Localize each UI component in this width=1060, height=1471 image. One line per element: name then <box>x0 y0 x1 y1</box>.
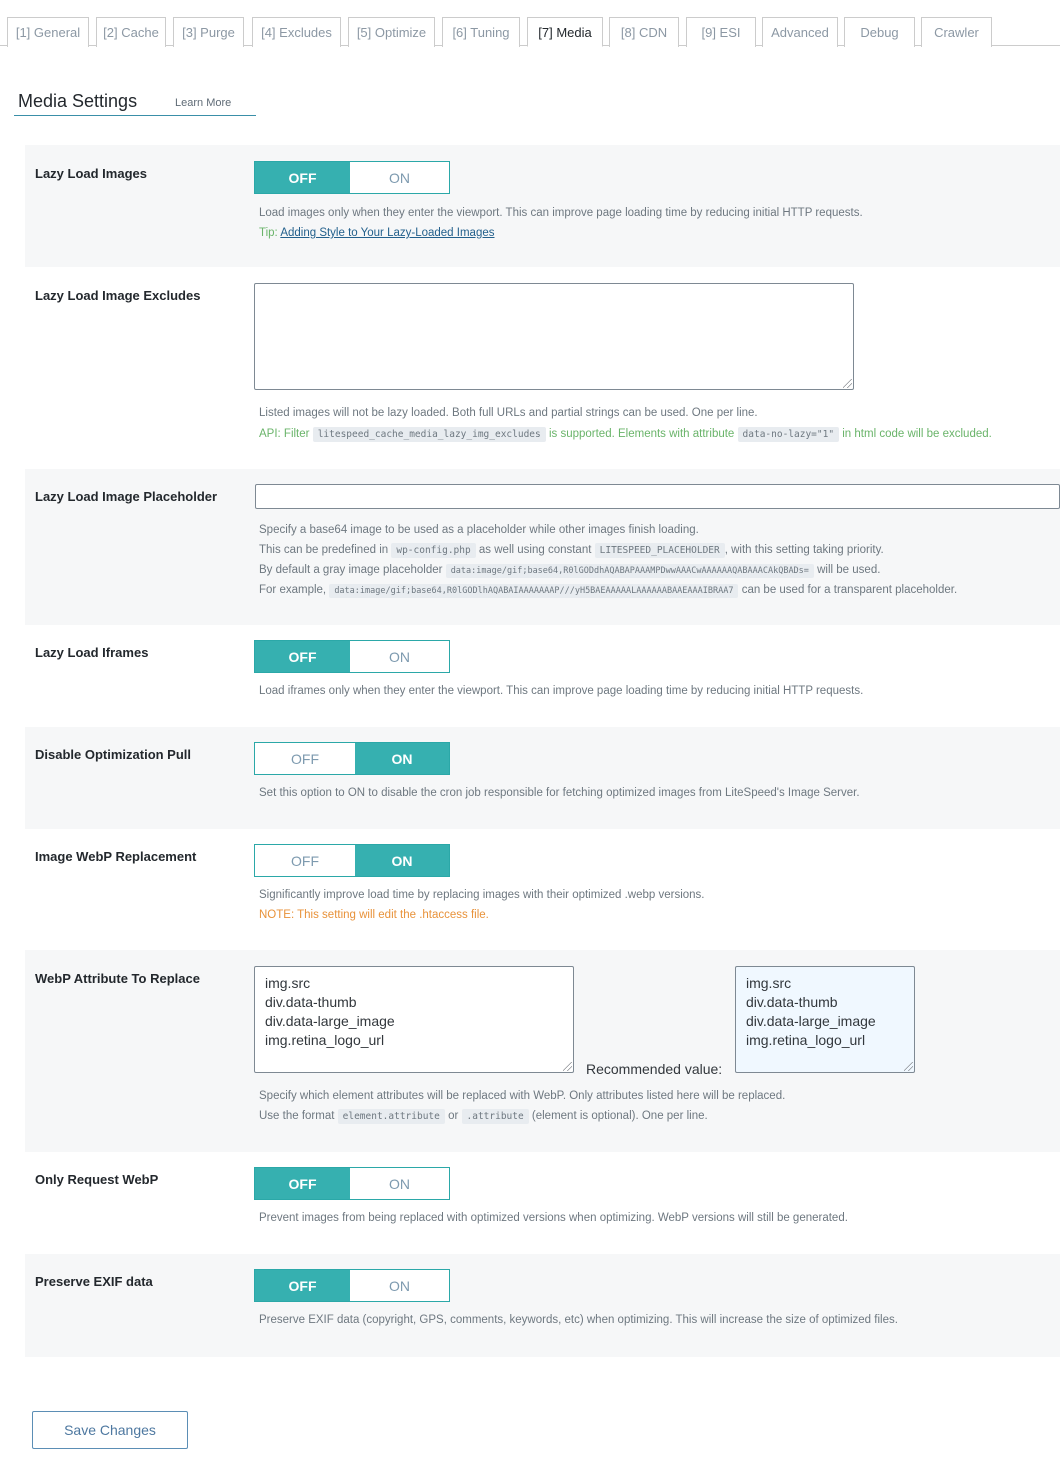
setting-description: Set this option to ON to disable the cron job responsible for fetching optimized images from LiteSpeed's Image Server. <box>259 787 860 799</box>
webp-attribute-textarea[interactable]: img.src div.data-thumb div.data-large_image img.retina_logo_url <box>254 966 574 1073</box>
lazy-load-images-toggle[interactable] <box>254 161 450 194</box>
setting-description: Significantly improve load time by replacing images with their optimized .webp versions. <box>259 889 705 901</box>
toggle-off-option[interactable]: OFF <box>255 1168 350 1199</box>
setting-label: Preserve EXIF data <box>35 1274 153 1289</box>
setting-label: WebP Attribute To Replace <box>35 971 200 986</box>
toggle-on-option[interactable]: ON <box>350 1168 449 1199</box>
setting-image-webp-replacement <box>25 829 1060 950</box>
preserve-exif-toggle[interactable] <box>254 1269 450 1302</box>
setting-label: Only Request WebP <box>35 1172 159 1187</box>
toggle-off-option[interactable]: OFF <box>255 1270 350 1301</box>
setting-description: Load iframes only when they enter the viewport. This can improve page loading time by reducing initial HTTP requests. <box>259 685 864 697</box>
setting-webp-attribute <box>25 950 1060 1152</box>
tip-link[interactable]: Adding Style to Your Lazy-Loaded Images <box>280 227 495 239</box>
setting-lazy-load-images <box>25 145 1060 267</box>
setting-description: For example, data:image/gif;base64,R0lGODlhAQABAIAAAAAAAP///yH5BAEAAAAALAAAAAABAAEAAAIBRAA7 can be used for a transparent placeholder. <box>259 584 958 596</box>
save-changes-button[interactable]: Save Changes <box>32 1411 188 1449</box>
toggle-on-option[interactable]: ON <box>350 641 449 672</box>
lazy-load-excludes-textarea[interactable] <box>254 283 854 390</box>
resize-grip-icon <box>904 1062 913 1071</box>
setting-tip: Tip: Adding Style to Your Lazy-Loaded Images <box>259 227 495 239</box>
tab-excludes[interactable]: [4] Excludes <box>252 17 341 47</box>
setting-label: Disable Optimization Pull <box>35 747 192 762</box>
only-request-webp-toggle[interactable] <box>254 1167 450 1200</box>
page-title: Media Settings <box>18 91 138 111</box>
setting-description: Specify a base64 image to be used as a placeholder while other images finish loading. <box>259 524 699 536</box>
setting-label: Image WebP Replacement <box>35 849 197 864</box>
placeholder-input[interactable] <box>255 484 1060 509</box>
recommended-value-textarea: img.src div.data-thumb div.data-large_image img.retina_logo_url <box>735 966 915 1073</box>
tab-advanced[interactable]: Advanced <box>762 17 838 47</box>
lazy-load-iframes-toggle[interactable] <box>254 640 450 673</box>
toggle-off-option[interactable]: OFF <box>255 162 350 193</box>
tab-crawler[interactable]: Crawler <box>921 17 992 47</box>
setting-label: Lazy Load Iframes <box>35 645 149 660</box>
setting-description: Load images only when they enter the viewport. This can improve page loading time by reducing initial HTTP requests. <box>259 207 863 219</box>
toggle-on-option[interactable]: ON <box>355 743 449 774</box>
setting-label: Lazy Load Image Placeholder <box>35 489 218 504</box>
setting-description: Prevent images from being replaced with optimized versions when optimizing. WebP versions will still be generated. <box>259 1212 848 1224</box>
tab-optimize[interactable]: [5] Optimize <box>348 17 435 47</box>
setting-description: By default a gray image placeholder data:image/gif;base64,R0lGODdhAQABAPAAAMPDwwAAACwAAAAAAQABAAACAkQBADs= will be used. <box>259 564 881 576</box>
resize-grip-icon[interactable] <box>563 1062 572 1071</box>
section-heading <box>14 88 256 116</box>
tab-debug[interactable]: Debug <box>844 17 915 47</box>
learn-more-link[interactable]: Learn More <box>175 97 232 109</box>
tab-general[interactable]: [1] General <box>7 17 89 47</box>
setting-description: Preserve EXIF data (copyright, GPS, comments, keywords, etc) when optimizing. This will increase the size of optimized files. <box>259 1314 898 1326</box>
tab-esi[interactable]: [9] ESI <box>686 17 756 47</box>
tab-tuning[interactable]: [6] Tuning <box>442 17 520 47</box>
setting-description: Specify which element attributes will be replaced with WebP. Only attributes listed here will be replaced. <box>259 1090 786 1102</box>
setting-label: Lazy Load Images <box>35 166 147 181</box>
toggle-off-option[interactable]: OFF <box>255 641 350 672</box>
tab-media[interactable]: [7] Media <box>527 17 603 47</box>
toggle-on-option[interactable]: ON <box>355 845 449 876</box>
resize-grip-icon[interactable] <box>843 379 852 388</box>
settings-tabs <box>0 0 1060 46</box>
toggle-on-option[interactable]: ON <box>350 162 449 193</box>
setting-description: This can be predefined in wp-config.php as well using constant LITESPEED_PLACEHOLDER , with this setting taking priority. <box>259 544 884 556</box>
setting-lazy-load-excludes <box>25 267 1060 469</box>
tab-cdn[interactable]: [8] CDN <box>609 17 679 47</box>
disable-optimization-pull-toggle[interactable] <box>254 742 450 775</box>
setting-disable-optimization-pull <box>25 727 1060 829</box>
setting-only-request-webp <box>25 1152 1060 1254</box>
setting-note: NOTE: This setting will edit the .htaccess file. <box>259 909 489 921</box>
tab-purge[interactable]: [3] Purge <box>173 17 244 47</box>
image-webp-replacement-toggle[interactable] <box>254 844 450 877</box>
setting-label: Lazy Load Image Excludes <box>35 288 201 303</box>
setting-lazy-load-placeholder <box>25 469 1060 625</box>
setting-description: Listed images will not be lazy loaded. Both full URLs and partial strings can be used. One per line. <box>259 407 758 419</box>
setting-api-note: API: Filter litespeed_cache_media_lazy_img_excludes is supported. Elements with attribute data-no-lazy="1" in html code will be excluded. <box>259 428 992 440</box>
recommended-label: Recommended value: <box>586 1061 723 1077</box>
setting-description: Use the format element.attribute or .attribute (element is optional). One per line. <box>259 1110 708 1122</box>
toggle-on-option[interactable]: ON <box>350 1270 449 1301</box>
toggle-off-option[interactable]: OFF <box>255 845 355 876</box>
toggle-off-option[interactable]: OFF <box>255 743 355 774</box>
setting-lazy-load-iframes <box>25 625 1060 727</box>
setting-preserve-exif <box>25 1254 1060 1357</box>
tab-cache[interactable]: [2] Cache <box>96 17 166 47</box>
